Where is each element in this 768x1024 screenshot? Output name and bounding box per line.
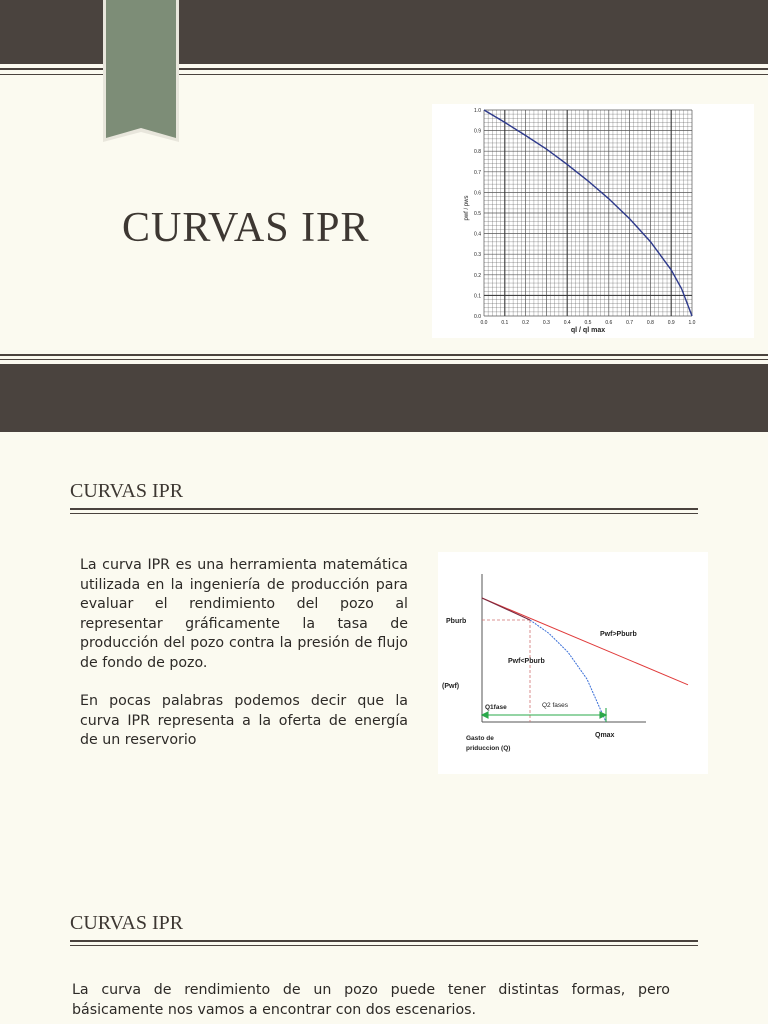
x-tick-label: 0.9 — [667, 320, 675, 326]
y-tick-label: 0.9 — [474, 128, 481, 135]
description-paragraph: La curva IPR es una herramienta matemática utilizada en la ingeniería de producción para evaluar el rendimiento del pozo al representar gráficamente la tasa de producción del pozo contra la presión de flujo de fondo de pozo. — [80, 557, 408, 671]
y-tick-label: 0.3 — [474, 252, 481, 259]
title-slide — [0, 0, 768, 432]
y-axis-label: pwf / pws — [464, 195, 470, 221]
y-tick-label: 0.6 — [474, 190, 481, 197]
x-tick-label: 0.2 — [522, 320, 530, 326]
bottom-rule-thin — [0, 359, 768, 360]
x-tick-label: 0.3 — [542, 320, 550, 326]
x-axis-label-line2: priduccion (Q) — [466, 745, 511, 752]
y-axis-label: (Pwf) — [442, 683, 460, 690]
y-tick-label: 1.0 — [474, 108, 481, 114]
y-tick-label: 0.1 — [474, 293, 481, 300]
x-tick-label: 1.0 — [688, 320, 696, 326]
pwf-less-label: Pwf<Pburb — [508, 658, 545, 665]
slide-title: CURVAS IPR — [122, 205, 370, 251]
x-tick-label: 0.8 — [646, 320, 654, 326]
x-tick-label: 0.4 — [563, 320, 571, 326]
summary-paragraph: En pocas palabras podemos decir que la curva IPR representa a la oferta de energía de un reservorio — [80, 693, 408, 749]
section-heading-2: CURVAS IPR — [70, 912, 184, 934]
y-tick-label: 0.5 — [474, 211, 481, 217]
scenario-paragraph: La curva de rendimiento de un pozo puede tener distintas formas, pero básicamente nos vamos a encontrar con dos escenarios. — [72, 982, 670, 1018]
chart-grid — [484, 110, 692, 316]
heading-rule — [70, 508, 698, 510]
y-tick-label: 0.7 — [474, 169, 481, 176]
ipr-schematic-chart — [438, 552, 708, 774]
qmax-label: Qmax — [595, 732, 615, 739]
pwf-greater-label: Pwf>Pburb — [600, 631, 637, 638]
x-tick-label: 0.6 — [605, 320, 613, 326]
bottom-band — [0, 364, 768, 432]
y-tick-label: 0.4 — [474, 231, 481, 238]
ipr-upper-segment — [482, 598, 530, 620]
bookmark-ribbon — [103, 0, 179, 142]
linear-ipr-line — [482, 598, 688, 685]
heading-rule-2 — [70, 940, 698, 942]
bottom-rule — [0, 354, 768, 356]
heading-rule-thin — [70, 513, 698, 514]
q2fases-label: Q2 fases — [542, 702, 569, 709]
x-tick-label: 0.0 — [480, 320, 488, 326]
section-heading: CURVAS IPR — [70, 480, 184, 502]
x-tick-label: 0.1 — [501, 320, 509, 326]
q1fase-label: Q1fase — [485, 704, 507, 711]
y-tick-label: 0.0 — [474, 314, 481, 320]
y-tick-label: 0.2 — [474, 272, 481, 279]
x-axis-label: ql / ql max — [570, 327, 606, 334]
x-axis-label — [466, 735, 510, 752]
x-tick-labels — [481, 320, 696, 326]
x-axis-label-line1: Gasto de — [466, 735, 494, 742]
y-tick-labels — [474, 108, 481, 320]
y-tick-label: 0.8 — [474, 149, 481, 156]
x-tick-label: 0.5 — [584, 320, 592, 326]
x-tick-label: 0.7 — [626, 320, 634, 326]
ipr-chart — [432, 104, 754, 338]
heading-rule-thin-2 — [70, 945, 698, 946]
content-slide-2 — [0, 864, 768, 1024]
pburb-label: Pburb — [446, 618, 467, 625]
